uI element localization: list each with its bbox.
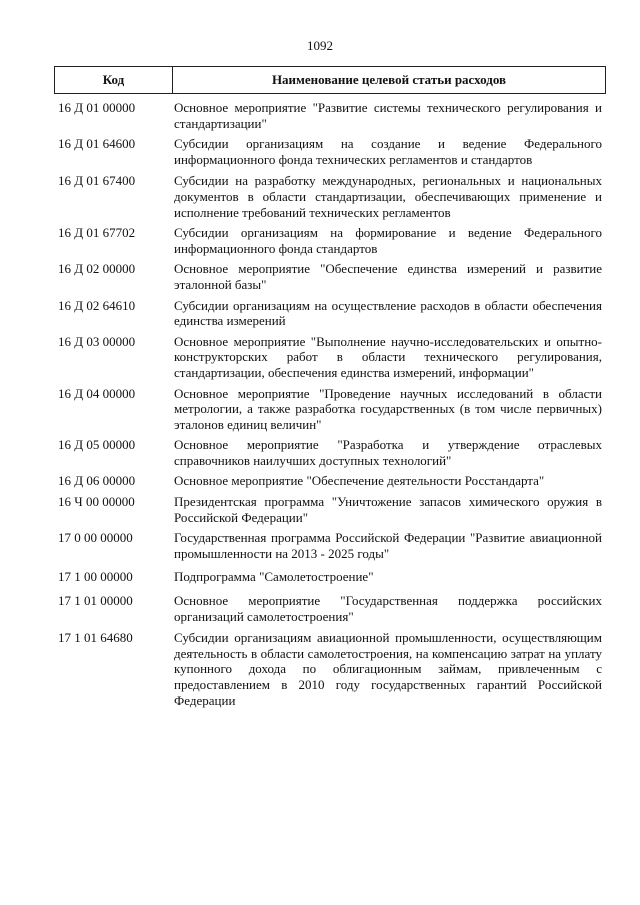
table-row (54, 386, 606, 433)
row-code: 16 Д 04 00000 (58, 385, 136, 401)
header-name: Наименование целевой статьи расходов (271, 72, 507, 87)
row-code: 17 1 00 00000 (58, 569, 133, 585)
row-name: Субсидии организациям на осуществление расходов в области обеспечения единства измерений (174, 297, 602, 329)
row-name: Основное мероприятие "Обеспечение единства измерений и развитие эталонной базы" (174, 261, 602, 292)
table-row (54, 298, 606, 329)
row-name: Субсидии организациям на создание и ведение Федерального информационного фонда технических регламентов и стандартов (174, 136, 602, 167)
row-name: Подпрограмма "Самолетостроение" (174, 569, 374, 585)
table-row (54, 136, 606, 167)
row-code: 16 Д 05 00000 (58, 437, 136, 453)
row-code: 16 Д 02 00000 (58, 261, 136, 277)
row-name: Основное мероприятие "Развитие системы технического регулирования и стандартизации" (174, 100, 602, 131)
row-code: 16 Д 03 00000 (58, 333, 136, 349)
table-row (54, 473, 606, 489)
row-name: Основное мероприятие "Разработка и утверждение отраслевых справочников наилучших доступных технологий" (174, 437, 602, 468)
table-row (54, 494, 606, 525)
row-code: 16 Д 06 00000 (58, 473, 136, 489)
table-body (54, 100, 606, 708)
table-row (54, 334, 606, 381)
row-name: Государственная программа Российской Федерации "Развитие авиационной промышленности на 2013 - 2025 годы" (174, 530, 602, 561)
row-name: Основное мероприятие "Проведение научных исследований в области метрологии, а также разработка государственных (в том числе первичных) эталонов единиц величин" (174, 385, 602, 432)
table-row (54, 593, 606, 624)
table-row (54, 225, 606, 256)
row-name: Основное мероприятие "Обеспечение деятельности Росстандарта" (174, 473, 545, 489)
row-code: 17 1 01 64680 (58, 630, 133, 646)
row-code: 16 Д 01 64600 (58, 136, 136, 152)
row-name: Субсидии организациям на формирование и ведение Федерального информационного фонда стандартов (174, 225, 602, 256)
row-name: Основное мероприятие "Государственная поддержка российских организаций самолетостроения" (174, 593, 602, 624)
row-code: 17 0 00 00000 (58, 530, 133, 546)
table-row (54, 100, 606, 131)
table-row (54, 437, 606, 468)
header-code: Код (55, 67, 173, 93)
budget-table (54, 66, 606, 713)
row-name: Основное мероприятие "Выполнение научно-исследовательских и опытно-конструкторских работ в области технического регулирования, стандартизации, обеспечения единства измерений, информации" (174, 333, 602, 380)
row-code: 16 Д 02 64610 (58, 297, 136, 313)
table-row (54, 630, 606, 708)
row-code: 16 Д 01 67400 (58, 173, 136, 189)
row-name: Субсидии организациям авиационной промышленности, осуществляющим деятельность в области самолетостроения, на компенсацию затрат на уплату купонного дохода по облигационным займам, привлеченным с предоставлением в 2010 году государственных гарантий Российской Федерации (174, 630, 602, 708)
table-row (54, 569, 606, 585)
row-name: Субсидии на разработку международных, региональных и национальных документов в области стандартизации, обеспечивающих применение и исполнение требований технических регламентов (174, 173, 602, 220)
row-code: 16 Ч 00 00000 (58, 494, 135, 510)
row-code: 16 Д 01 00000 (58, 100, 136, 115)
page-number: 1092 (307, 38, 333, 53)
row-name: Президентская программа "Уничтожение запасов химического оружия в Российской Федерации" (174, 494, 602, 525)
row-code: 17 1 01 00000 (58, 593, 133, 609)
table-row (54, 261, 606, 292)
table-header (54, 66, 606, 94)
table-row (54, 530, 606, 561)
table-row (54, 173, 606, 220)
row-code: 16 Д 01 67702 (58, 225, 136, 241)
